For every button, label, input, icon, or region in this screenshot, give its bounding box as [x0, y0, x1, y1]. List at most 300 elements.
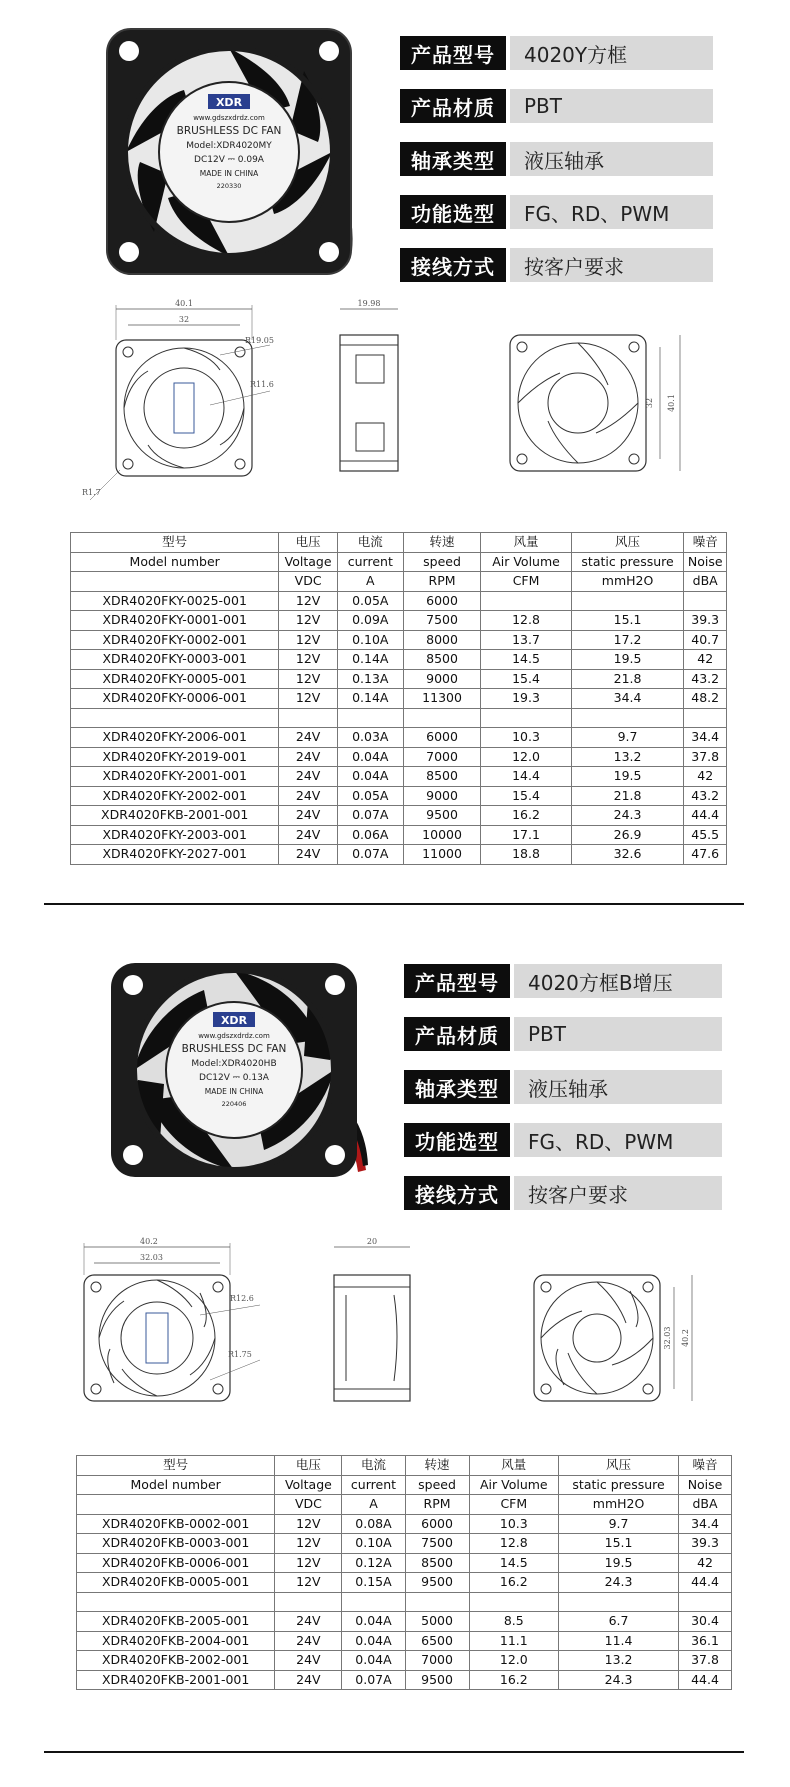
- table-body-1: [71, 591, 727, 864]
- table-header-en: [71, 552, 727, 572]
- table-cell: 5000: [405, 1612, 469, 1632]
- col-unit: VDC: [275, 1495, 342, 1515]
- spec-value: 4020方框B增压: [514, 964, 722, 998]
- spec-row: [400, 89, 713, 123]
- table-row: [71, 747, 727, 767]
- dim-front-hole: 32.03: [140, 1253, 163, 1262]
- table-cell: 43.2: [684, 669, 727, 689]
- table-cell: 42: [684, 650, 727, 670]
- spec-value: 液压轴承: [510, 142, 713, 176]
- table-cell: XDR4020FKY-2006-001: [71, 728, 279, 748]
- col-header: current: [337, 552, 403, 572]
- table-cell: 36.1: [679, 1631, 732, 1651]
- dim-back-hole: 32.03: [663, 1326, 672, 1350]
- photo-fan-type: BRUSHLESS DC FAN: [176, 125, 282, 137]
- table-header-units: [71, 572, 727, 592]
- photo-url: www.gdszxdrdz.com: [193, 114, 265, 122]
- table-cell: 21.8: [571, 669, 684, 689]
- table-cell: 0.10A: [342, 1534, 405, 1554]
- spec-list-2: [404, 964, 722, 1229]
- photo-url: www.gdszxdrdz.com: [198, 1032, 270, 1040]
- table-row: [71, 708, 727, 728]
- col-unit: VDC: [279, 572, 337, 592]
- table-cell: 0.14A: [337, 650, 403, 670]
- photo-rating: DC12V ⎓ 0.13A: [199, 1073, 269, 1083]
- col-header: 转速: [405, 1456, 469, 1476]
- col-header: 型号: [77, 1456, 275, 1476]
- table-cell: XDR4020FKB-0003-001: [77, 1534, 275, 1554]
- table-cell: XDR4020FKY-0002-001: [71, 630, 279, 650]
- spec-label: 轴承类型: [404, 1070, 510, 1104]
- table-cell: [481, 591, 571, 611]
- table-cell: 12.0: [469, 1651, 559, 1671]
- dim-back-hole: 32: [645, 397, 654, 409]
- table-cell: 12V: [279, 630, 337, 650]
- table-cell: 48.2: [684, 689, 727, 709]
- photo-fan-type: BRUSHLESS DC FAN: [181, 1043, 287, 1055]
- table-cell: 0.07A: [337, 845, 403, 865]
- table-cell: 12V: [279, 611, 337, 631]
- table-cell: 12V: [275, 1514, 342, 1534]
- table-cell: 24.3: [571, 806, 684, 826]
- table-cell: 10000: [403, 825, 481, 845]
- table-cell: 0.10A: [337, 630, 403, 650]
- spec-label: 轴承类型: [400, 142, 506, 176]
- table-cell: 7000: [405, 1651, 469, 1671]
- spec-row: [400, 248, 713, 282]
- table-cell: XDR4020FKY-2001-001: [71, 767, 279, 787]
- table-cell: 37.8: [684, 747, 727, 767]
- table-cell: [337, 708, 403, 728]
- table-cell: XDR4020FKB-2004-001: [77, 1631, 275, 1651]
- col-unit: dBA: [684, 572, 727, 592]
- table-cell: 11000: [403, 845, 481, 865]
- col-unit: CFM: [481, 572, 571, 592]
- col-header: 电压: [279, 533, 337, 553]
- table-cell: 10.3: [469, 1514, 559, 1534]
- table-row: [71, 825, 727, 845]
- col-header: Air Volume: [469, 1475, 559, 1495]
- spec-label: 接线方式: [404, 1176, 510, 1210]
- table-row: [77, 1612, 732, 1632]
- table-cell: 0.04A: [342, 1612, 405, 1632]
- table-row: [71, 611, 727, 631]
- spec-row: [404, 1176, 722, 1210]
- table-cell: 14.5: [469, 1553, 559, 1573]
- col-header: 风压: [559, 1456, 679, 1476]
- table-cell: 12.0: [481, 747, 571, 767]
- col-header: 型号: [71, 533, 279, 553]
- photo-rating: DC12V ⎓ 0.09A: [194, 155, 264, 165]
- table-cell: 19.5: [559, 1553, 679, 1573]
- drawing-front-1: [80, 295, 280, 505]
- table-cell: 24V: [279, 825, 337, 845]
- col-header: static pressure: [571, 552, 684, 572]
- table-cell: XDR4020FKY-2003-001: [71, 825, 279, 845]
- dim-front-width: 40.1: [175, 299, 193, 308]
- spec-row: [400, 195, 713, 229]
- dim-side-depth: 20: [366, 1237, 378, 1246]
- table-cell: 6500: [405, 1631, 469, 1651]
- table-cell: 42: [679, 1553, 732, 1573]
- col-unit: RPM: [405, 1495, 469, 1515]
- photo-code: 220406: [221, 1100, 247, 1108]
- table-cell: 12V: [279, 591, 337, 611]
- spec-label: 功能选型: [400, 195, 506, 229]
- table-cell: XDR4020FKY-0001-001: [71, 611, 279, 631]
- col-header: Air Volume: [481, 552, 571, 572]
- col-header: speed: [405, 1475, 469, 1495]
- table-cell: 0.04A: [342, 1631, 405, 1651]
- table-cell: 0.06A: [337, 825, 403, 845]
- table-cell: 0.05A: [337, 591, 403, 611]
- table-cell: [71, 708, 279, 728]
- table-cell: 43.2: [684, 786, 727, 806]
- table-cell: XDR4020FKY-0005-001: [71, 669, 279, 689]
- table-cell: 9.7: [559, 1514, 679, 1534]
- table-cell: [559, 1592, 679, 1612]
- table-cell: 9000: [403, 669, 481, 689]
- spec-value: FG、RD、PWM: [514, 1123, 722, 1157]
- drawing-back-1: [500, 295, 700, 485]
- table-cell: [279, 708, 337, 728]
- table-cell: 0.15A: [342, 1573, 405, 1593]
- dim-front-width: 40.2: [140, 1237, 158, 1246]
- spec-label: 产品材质: [400, 89, 506, 123]
- table-cell: 6000: [403, 591, 481, 611]
- table-cell: 30.4: [679, 1612, 732, 1632]
- table-row: [77, 1553, 732, 1573]
- table-header-cn: [77, 1456, 732, 1476]
- table-cell: 6000: [403, 728, 481, 748]
- spec-row: [404, 1070, 722, 1104]
- table-cell: 14.5: [481, 650, 571, 670]
- col-unit: mmH2O: [559, 1495, 679, 1515]
- table-cell: 18.8: [481, 845, 571, 865]
- spec-row: [400, 36, 713, 70]
- table-cell: [469, 1592, 559, 1612]
- photo-brand: XDR: [215, 96, 243, 109]
- dim-back-width: 40.2: [681, 1329, 690, 1347]
- spec-value: 4020Y方框: [510, 36, 713, 70]
- photo-origin: MADE IN CHINA: [199, 169, 259, 178]
- photo-code: 220330: [216, 182, 242, 190]
- table-cell: 34.4: [571, 689, 684, 709]
- table-row: [77, 1573, 732, 1593]
- table-cell: 19.3: [481, 689, 571, 709]
- table-cell: 32.6: [571, 845, 684, 865]
- table-cell: 37.8: [679, 1651, 732, 1671]
- table-cell: [342, 1592, 405, 1612]
- table-cell: 24V: [279, 845, 337, 865]
- table-cell: 24.3: [559, 1670, 679, 1690]
- table-header-en: [77, 1475, 732, 1495]
- col-header: Noise: [679, 1475, 732, 1495]
- table-cell: XDR4020FKY-2027-001: [71, 845, 279, 865]
- spec-value: 按客户要求: [510, 248, 713, 282]
- table-cell: 9000: [403, 786, 481, 806]
- table-cell: 16.2: [469, 1670, 559, 1690]
- table-cell: 0.08A: [342, 1514, 405, 1534]
- table-cell: 12.8: [481, 611, 571, 631]
- table-cell: [405, 1592, 469, 1612]
- table-cell: XDR4020FKY-2019-001: [71, 747, 279, 767]
- table-cell: 24V: [275, 1651, 342, 1671]
- table-cell: 14.4: [481, 767, 571, 787]
- drawing-side-1: [300, 295, 420, 485]
- col-header: 电压: [275, 1456, 342, 1476]
- fan-photo-1: [104, 26, 354, 281]
- table-cell: [275, 1592, 342, 1612]
- table-cell: 7500: [403, 611, 481, 631]
- col-unit: A: [337, 572, 403, 592]
- table-row: [77, 1670, 732, 1690]
- col-header: Voltage: [275, 1475, 342, 1495]
- table-row: [71, 786, 727, 806]
- fan-side-outline-icon: [334, 1275, 410, 1401]
- table-cell: 0.07A: [342, 1670, 405, 1690]
- table-cell: 0.04A: [337, 767, 403, 787]
- table-cell: 39.3: [679, 1534, 732, 1554]
- section-divider: [44, 903, 744, 905]
- table-cell: 12V: [279, 669, 337, 689]
- table-cell: XDR4020FKY-2002-001: [71, 786, 279, 806]
- table-cell: XDR4020FKB-0006-001: [77, 1553, 275, 1573]
- col-unit: [77, 1495, 275, 1515]
- table-cell: 24V: [275, 1670, 342, 1690]
- spec-label: 产品材质: [404, 1017, 510, 1051]
- col-header: 电流: [342, 1456, 405, 1476]
- table-cell: 34.4: [684, 728, 727, 748]
- spec-list-1: [400, 36, 713, 301]
- table-cell: 24V: [279, 728, 337, 748]
- table-row: [77, 1631, 732, 1651]
- col-header: current: [342, 1475, 405, 1495]
- col-header: 电流: [337, 533, 403, 553]
- table-row: [77, 1592, 732, 1612]
- table-cell: 44.4: [679, 1670, 732, 1690]
- table-cell: 10.3: [481, 728, 571, 748]
- spec-value: 按客户要求: [514, 1176, 722, 1210]
- dim-radius-1: R12.6: [230, 1294, 254, 1303]
- table-cell: [684, 708, 727, 728]
- table-cell: 17.1: [481, 825, 571, 845]
- spec-value: PBT: [514, 1017, 722, 1051]
- table-cell: 8500: [403, 650, 481, 670]
- col-header: 噪音: [679, 1456, 732, 1476]
- table-cell: 12.8: [469, 1534, 559, 1554]
- table-cell: 24V: [279, 786, 337, 806]
- table-cell: 12V: [275, 1553, 342, 1573]
- table-cell: 45.5: [684, 825, 727, 845]
- table-header-units: [77, 1495, 732, 1515]
- table-row: [71, 669, 727, 689]
- table-cell: 42: [684, 767, 727, 787]
- dim-radius-1: R19.05: [245, 336, 274, 345]
- table-cell: XDR4020FKB-2002-001: [77, 1651, 275, 1671]
- table-row: [71, 650, 727, 670]
- fan-back-outline-icon: [534, 1275, 660, 1401]
- table-cell: 44.4: [679, 1573, 732, 1593]
- drawing-side-2: [330, 1235, 430, 1405]
- table-cell: XDR4020FKY-0006-001: [71, 689, 279, 709]
- table-cell: 13.2: [559, 1651, 679, 1671]
- table-row: [71, 630, 727, 650]
- product-section-2: [0, 910, 790, 1787]
- table-cell: XDR4020FKY-0025-001: [71, 591, 279, 611]
- col-header: 转速: [403, 533, 481, 553]
- spec-value: FG、RD、PWM: [510, 195, 713, 229]
- table-cell: 0.03A: [337, 728, 403, 748]
- spec-row: [404, 1017, 722, 1051]
- table-cell: 15.4: [481, 786, 571, 806]
- table-cell: 40.7: [684, 630, 727, 650]
- table-cell: 24V: [279, 747, 337, 767]
- table-row: [71, 806, 727, 826]
- table-cell: [77, 1592, 275, 1612]
- fan-back-outline-icon: [510, 335, 646, 471]
- table-cell: 6000: [405, 1514, 469, 1534]
- table-body-2: [77, 1514, 732, 1690]
- table-cell: 0.07A: [337, 806, 403, 826]
- spec-value: PBT: [510, 89, 713, 123]
- table-row: [77, 1651, 732, 1671]
- photo-origin: MADE IN CHINA: [204, 1087, 264, 1096]
- table-cell: 11300: [403, 689, 481, 709]
- table-cell: 0.04A: [337, 747, 403, 767]
- table-cell: [403, 708, 481, 728]
- table-cell: [684, 591, 727, 611]
- table-row: [77, 1514, 732, 1534]
- table-cell: 15.1: [559, 1534, 679, 1554]
- col-unit: RPM: [403, 572, 481, 592]
- col-unit: CFM: [469, 1495, 559, 1515]
- spec-label: 接线方式: [400, 248, 506, 282]
- dim-radius-2: R1.75: [228, 1350, 252, 1359]
- spec-label: 产品型号: [400, 36, 506, 70]
- col-unit: mmH2O: [571, 572, 684, 592]
- spec-label: 产品型号: [404, 964, 510, 998]
- col-header: Model number: [77, 1475, 275, 1495]
- table-cell: 34.4: [679, 1514, 732, 1534]
- spec-row: [404, 1123, 722, 1157]
- table-cell: 9.7: [571, 728, 684, 748]
- table-row: [77, 1534, 732, 1554]
- table-cell: 24V: [279, 767, 337, 787]
- col-header: 风量: [469, 1456, 559, 1476]
- table-cell: 13.2: [571, 747, 684, 767]
- table-cell: 15.1: [571, 611, 684, 631]
- table-cell: 19.5: [571, 767, 684, 787]
- col-header: 风压: [571, 533, 684, 553]
- table-cell: [679, 1592, 732, 1612]
- drawing-back-2: [530, 1235, 710, 1405]
- table-cell: XDR4020FKB-2005-001: [77, 1612, 275, 1632]
- table-cell: 11.4: [559, 1631, 679, 1651]
- table-cell: 12V: [275, 1534, 342, 1554]
- table-cell: 12V: [279, 689, 337, 709]
- spec-table-1: [70, 532, 727, 865]
- table-cell: XDR4020FKB-0005-001: [77, 1573, 275, 1593]
- col-header: Voltage: [279, 552, 337, 572]
- col-header: Noise: [684, 552, 727, 572]
- table-cell: 8.5: [469, 1612, 559, 1632]
- table-cell: 6.7: [559, 1612, 679, 1632]
- fan-photo-2: [108, 960, 368, 1180]
- table-cell: 16.2: [469, 1573, 559, 1593]
- photo-brand: XDR: [220, 1014, 248, 1027]
- table-cell: XDR4020FKB-2001-001: [77, 1670, 275, 1690]
- table-cell: 8000: [403, 630, 481, 650]
- table-cell: 24V: [275, 1631, 342, 1651]
- table-row: [71, 845, 727, 865]
- dim-back-width: 40.1: [667, 394, 676, 412]
- table-cell: 9500: [405, 1573, 469, 1593]
- table-row: [71, 689, 727, 709]
- table-cell: 0.14A: [337, 689, 403, 709]
- table-cell: 7000: [403, 747, 481, 767]
- table-cell: 24.3: [559, 1573, 679, 1593]
- col-header: 风量: [481, 533, 571, 553]
- table-cell: 24V: [279, 806, 337, 826]
- table-cell: [571, 708, 684, 728]
- dim-front-hole: 32: [178, 315, 190, 324]
- col-header: static pressure: [559, 1475, 679, 1495]
- table-cell: 0.04A: [342, 1651, 405, 1671]
- table-cell: 17.2: [571, 630, 684, 650]
- spec-value: 液压轴承: [514, 1070, 722, 1104]
- photo-model: Model:XDR4020MY: [186, 141, 272, 151]
- table-cell: 7500: [405, 1534, 469, 1554]
- col-header: speed: [403, 552, 481, 572]
- spec-row: [400, 142, 713, 176]
- table-cell: [571, 591, 684, 611]
- col-unit: A: [342, 1495, 405, 1515]
- table-cell: XDR4020FKB-0002-001: [77, 1514, 275, 1534]
- table-cell: [481, 708, 571, 728]
- table-cell: 8500: [403, 767, 481, 787]
- col-unit: dBA: [679, 1495, 732, 1515]
- col-header: Model number: [71, 552, 279, 572]
- dim-radius-2: R11.6: [250, 380, 274, 389]
- table-header-cn: [71, 533, 727, 553]
- col-unit: [71, 572, 279, 592]
- table-cell: 15.4: [481, 669, 571, 689]
- table-cell: 21.8: [571, 786, 684, 806]
- table-row: [71, 591, 727, 611]
- spec-table-2: [76, 1455, 732, 1690]
- table-cell: 9500: [403, 806, 481, 826]
- table-cell: 39.3: [684, 611, 727, 631]
- dim-side-depth: 19.98: [357, 299, 381, 308]
- table-cell: 0.13A: [337, 669, 403, 689]
- table-cell: 9500: [405, 1670, 469, 1690]
- table-cell: 16.2: [481, 806, 571, 826]
- table-cell: 0.09A: [337, 611, 403, 631]
- table-cell: 44.4: [684, 806, 727, 826]
- table-row: [71, 767, 727, 787]
- drawing-front-2: [80, 1235, 290, 1405]
- table-cell: 24V: [275, 1612, 342, 1632]
- table-row: [71, 728, 727, 748]
- dim-radius-3: R1.7: [82, 488, 101, 497]
- table-cell: 12V: [275, 1573, 342, 1593]
- table-cell: 0.05A: [337, 786, 403, 806]
- table-cell: XDR4020FKY-0003-001: [71, 650, 279, 670]
- table-cell: 26.9: [571, 825, 684, 845]
- photo-model: Model:XDR4020HB: [191, 1059, 277, 1069]
- table-cell: 12V: [279, 650, 337, 670]
